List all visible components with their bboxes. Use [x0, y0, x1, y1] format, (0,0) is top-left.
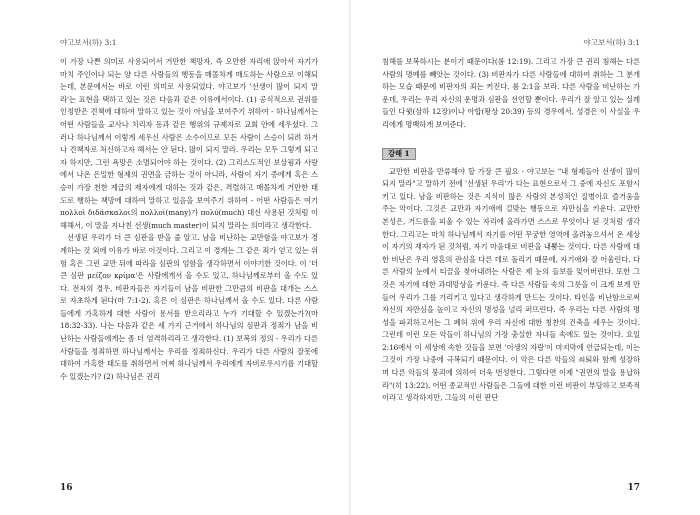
page-number-left: 16	[60, 483, 73, 493]
running-head-left: 야고보서(하) 3:1	[60, 38, 117, 47]
left-paragraph-1: 이 가장 나쁜 의미로 사용되어서 거만한 책망자, 즉 오만한 자리에 앉아서 자기가 마치 주인이나 되는 양 다른 사람들의 행동을 매몰차게 매도하는 사람으로 이해되는데, 본문에서는 바로 이런 의미로 사용되었다. 야고보가 '선생이 많이 되지 말라'는 표현을 택하고 있는 것은 다음과 같은 이유에서이다. (1) 공식적으로 권위를 인정받은 견책에 대하여 말하고 있는 것이 아님을 보여주기 위하여 - 하나님께서는 어떤 사람들을 교사나 치리자 등과 같은 행위의 규제자로 교회 안에 세우셨다. 그러나 하나님께서 이렇게 세우신 사람은 소수이므로 모든 사람이 스승이 되려 하거나 견책자로 처신하고자 해서는 안 된다. 많이 되지 말라. 우리는 모두 그렇게 되고자 하지만, 그런 욕망은 소멸되어야 하는 것이다. (2) 그리스도적인 보살핌과 사랑에서 나온 은밀한 형제의 권면을 금하는 것이 아니라, 사람이 자기 증에게 혹은 스승이 가장 천한 계급의 제자에게 대하는 것과 같은, 격렬하고 매몰차게 거만한 태도로 행하는 책망에 대하여 말하고 있음을 보여주기 위하여 - 어떤 사람들은 여기 πολλοὶ διδάσκαλοι의 πολλοί(many)가 πολύ(much) 대신 사용된 것처럼 이해해서, 이 말을 지나친 선생(much master)이 되지 말라는 의미라고 생각한다.	[60, 57, 318, 230]
left-body-text	[60, 56, 318, 383]
right-body-text	[382, 56, 640, 405]
right-paragraph-top: 침해를 보복하시는 분이기 때문이다(롬 12:19). 그리고 가장 큰 권리 침해는 다른 사람의 명예를 빼앗는 것이다. (3) 비판자가 다른 사람들에 대하여 취하는 그 분개하는 모습 때문에 비판자의 죄는 커진다. 롬 2:1을 보라. 다른 사람을 비난하는 가운데, 우리는 우리 자신의 운명과 심판을 선언할 뿐이다. 우리가 잘 알고 있는 실례들인 다윗(삼하 12장)이나 아합(왕상 20:39) 등의 경우에서, 성경은 이 사실을 우리에게 명백하게 보여준다.	[382, 57, 640, 129]
right-paragraph-bottom: 교만한 비판을 만류해야 할 가장 큰 필요 - 야고보는 "내 형제들아 선생이 많이 되지 말라"고 말하기 전에 '선생된 우리'가 다는 표현으로서 그 중에 자신도 포함시키고 있다. 남을 비판하는 것은 지식이 많은 사람의 본성적인 질병이요 즐거움을 주는 악이다. 그것은 교만과 자기애에 걸맞는 행동으로 자만심을 키운다. 교만한 본성은, 거드름을 피울 수 있는 자리에 올라가면 스스로 무엇이나 된 것처럼 생각한다. 그리고는 마치 하나님께서 자기를 어떤 무궁한 영역에 올려놓으셔서 온 세상이 자기의 재자가 된 것처럼, 자기 마음대로 비판을 내뿜는 것이다. 다른 사람에 대한 비난은 우리 영혼의 관심을 다른 데로 돌리기 때문에, 자기애와 잘 어울린다. 다른 사람의 눈에서 티끌을 찾아내려는 사람은 제 눈의 들보를 잊어버린다. 또한 그것은 자기에 대한 과대망상을 키운다. 즉 다른 사람들 속의 그릇을 이 크게 보게 만들어 우리가 그를 가리키고 있다고 생각하게 만드는 것이다. 타인을 비난함으로써 자신의 자만심을 높이고 자신의 명성을 널리 퍼뜨린다. 즉 우리는 다른 사람의 명성을 파괴하고서는 그 폐허 위에 우리 자신에 대한 칭찬의 건축을 세우는 것이다. 그런데 이런 모든 악들이 하나님의 가장 충실한 자녀들 속에도 있는 것이다. 요일 2:16에서 이 세상에 속한 것들을 보면 '이생의 자랑'이 마지막에 언급되는데, 이는 그것이 가장 나중에 극복되기 때문이다. 이 악은 다른 악들의 쇠퇴와 함께 성장하며 다른 악들의 붕괴에 의하여 더욱 번성한다. 그렇다면 이제 "권면의 말을 용납하라"(히 13:22). 어떤 종교적인 사람들은 그들에 대한 이런 비판이 부당하고 보족적이라고 생각하지만, 그들의 이런 판단	[382, 166, 640, 403]
running-head-right: 야고보서(하) 3:1	[583, 38, 640, 47]
section-label: 강해 1	[382, 148, 416, 160]
right-page	[350, 0, 700, 515]
page-number-right: 17	[627, 483, 640, 493]
left-paragraph-2: 선생된 우리가 더 큰 심판을 받을 줄 알고. 남을 비난하는 교만함을 야고보가 경계하는 것 외에 이유가 바로 이것이다. 그리고 이 경계는 그 같은 죄가 얻고 있는 위험 혹은 그런 교만 뒤에 따라올 심판의 엄함을 생각하면서 이야기한 것이다. 이 '더 큰 심판 μείζον κρίμα'은 사람에게서 올 수도 있고, 하나님께로부터 올 수도 있다. 전자의 경우, 비판자들은 자기들이 남을 비판한 그만큼의 비판을 대개는 스스로 자초하게 된다(마 7:1-2). 혹은 이 심판은 하나님께서 올 수도 있다. 다른 사람들에게 가혹하게 대한 사람이 용서를 받으리라고 누가 기대할 수 있겠는가?(마 18:32-33). 나는 다음과 같은 세 가지 근거에서 하나님의 심판과 정죄가 남을 비난하는 사람들에게는 좀 더 엄격하리라고 생각한다. (1) 보복의 정의 - 우리가 다른 사람들을 정죄하면 하나님께서는 우리를 정죄하신다. 우리가 다른 사람의 잘못에 대하여 가혹한 태도를 취하면서 어찌 하나님께서 우리에게 자비로우시기를 기대할 수 있겠는가? (2) 하나님은 권리	[60, 233, 319, 381]
